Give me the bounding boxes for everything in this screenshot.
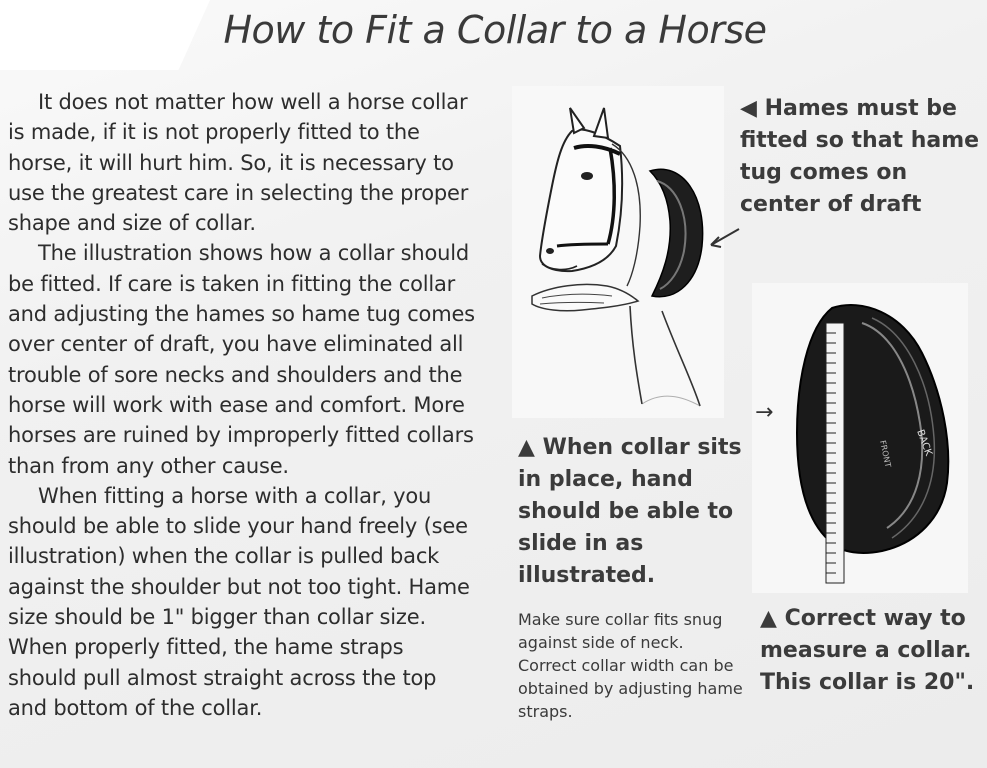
horse-drawing: [512, 86, 724, 418]
collar-measure-illustration: [752, 283, 968, 593]
paragraph-1: It does not matter how well a horse collar is made, if it is not properly fitted to the horse, it will hurt him. So, it is necessary to use the greatest care in selecting the proper shape and size of collar.: [8, 90, 469, 236]
collar-back-label: BACK: [914, 428, 934, 458]
horse-collar-illustration: [512, 86, 724, 418]
hand-caption: ▲ When collar sits in place, hand should be able to slide in as illustrated.: [518, 435, 742, 588]
collar-drawing: [752, 283, 968, 593]
paper-corner: [0, 0, 210, 70]
hames-caption: ◀ Hames must be fitted so that hame tug comes on center of draft: [740, 96, 980, 217]
pointer-arrow-icon: [705, 225, 745, 255]
article-body: [8, 87, 478, 723]
snug-note: Make sure collar fits snug against side of neck. Correct collar width can be obtained by adjusting hame straps.: [518, 610, 743, 721]
measure-caption: ▲ Correct way to measure a collar. This collar is 20".: [760, 606, 975, 695]
side-arrow-icon: →: [755, 400, 774, 425]
collar-front-label: FRONT: [878, 439, 893, 469]
paragraph-2: The illustration shows how a collar should be fitted. If care is taken in fitting the collar and adjusting the hames so hame tug comes over center of draft, you have eliminated all trouble of sore necks and shoulders and the horse will work with ease and comfort. More horses are ruined by improperly fitted collars than from any other cause.: [8, 241, 475, 478]
page-title: How to Fit a Collar to a Horse: [223, 8, 767, 52]
paragraph-3: When fitting a horse with a collar, you should be able to slide your hand freely (see illustration) when the collar is pulled back against the shoulder but not too tight. Hame size should be 1" bigger than collar size. When properly fitted, the hame straps should pull almost straight across the top and bottom of the collar.: [8, 483, 470, 720]
